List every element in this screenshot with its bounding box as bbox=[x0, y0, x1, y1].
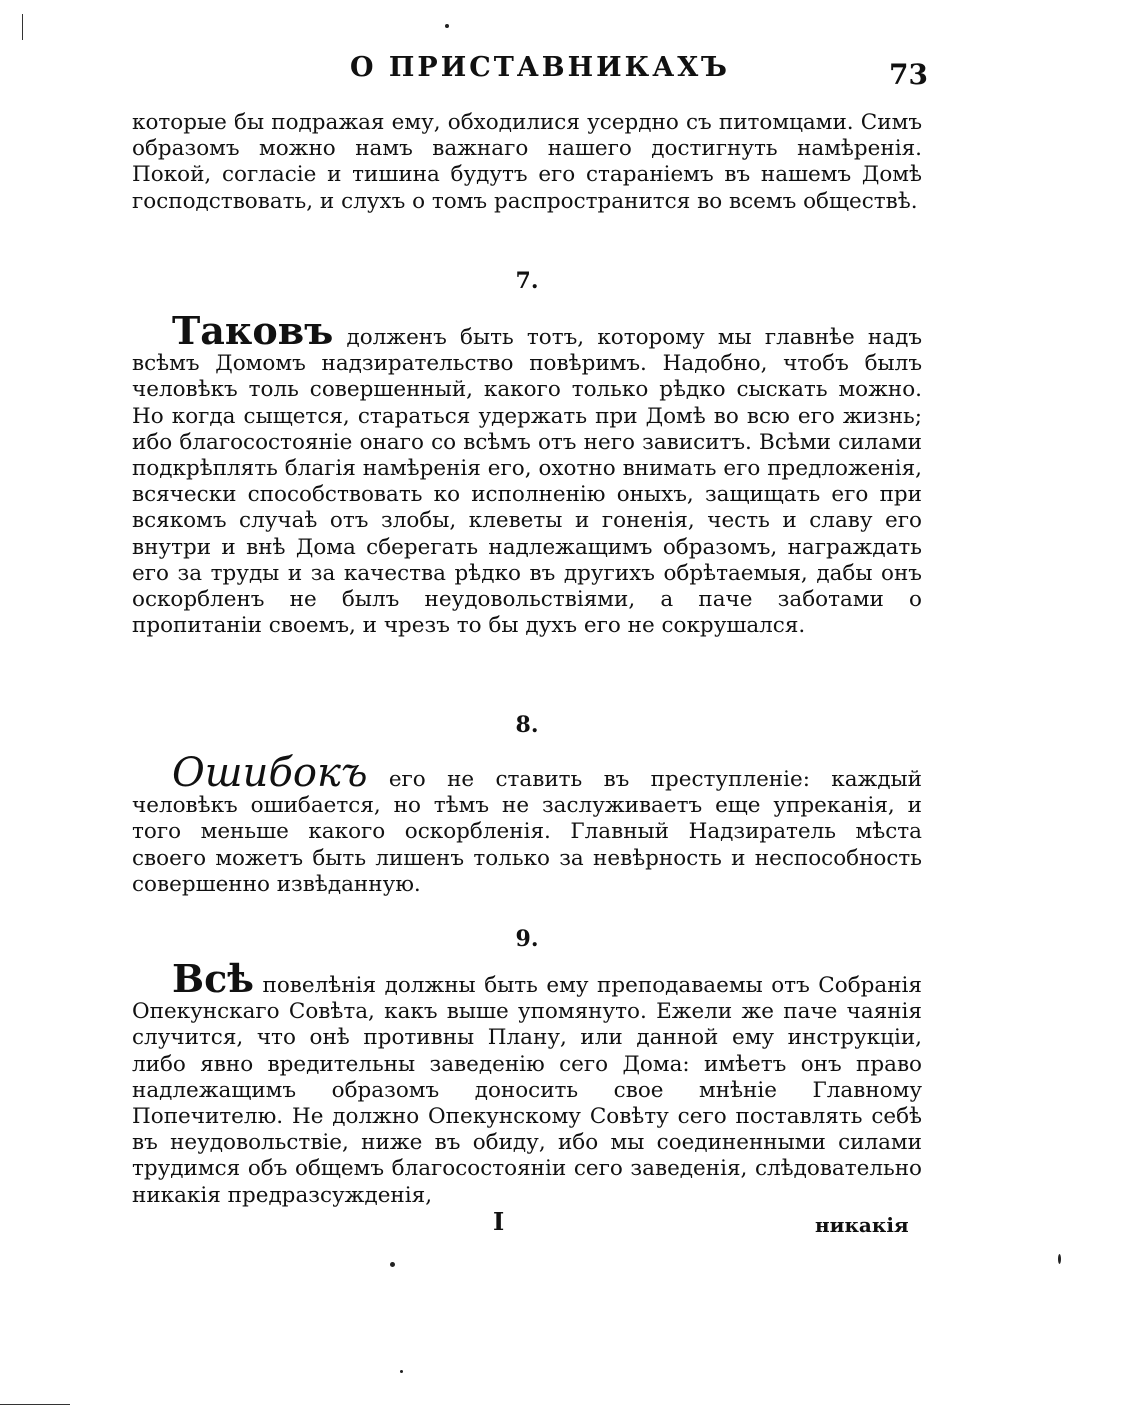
scan-speck bbox=[400, 1370, 403, 1373]
section-8-lead-word: Ошибокъ bbox=[172, 750, 368, 796]
section-9-text: повелѣнія должны быть ему преподаваемы отъ Собранія Опекунскаго Совѣта, какъ выше упомянуто. Ежели же паче чаянія случится, что онѣ противны Плану, или данной ему инструкціи, либо явно вредительны заведенію сего Дома: имѣетъ онъ право надлежащимъ образомъ доносить свое мнѣніе Главному Попечителю. Не должно Опекунскому Совѣту сего поставлять себѣ въ неудовольствіе, ниже въ обиду, ибо мы соединенными силами трудимся объ общемъ благосостояніи сего заведенія, слѣдовательно никакія предразсужденія, bbox=[132, 973, 922, 1208]
section-9-lead-word: Всѣ bbox=[172, 956, 254, 1001]
section-7-text: долженъ быть тотъ, которому мы главнѣе надъ всѣмъ Домомъ надзирательство повѣримъ. Надобно, чтобъ былъ человѣкъ толь совершенный, какого только рѣдко сыскать можно. Но когда сыщется, стараться удержать при Домѣ во всю его жизнь; ибо благосостояніе онаго со всѣмъ отъ него зависитъ. Всѣми силами подкрѣплять благія намѣренія его, охотно внимать его предложенія, всячески способствовать ко исполненію оныхъ, защищать его при всякомъ случаѣ отъ злобы, клеветы и гоненія, честь и славу его внутри и внѣ Дома сберегать надлежащимъ образомъ, награждать его за труды и за качества рѣдко въ другихъ обрѣтаемыя, дабы онъ оскорбленъ не былъ неудовольствіями, а паче заботами о пропитаніи своемъ, и чрезъ то бы духъ его не сокрушался. bbox=[132, 325, 922, 639]
running-head: О ПРИСТАВНИКАХЪ bbox=[350, 52, 730, 83]
section-7-paragraph bbox=[132, 308, 922, 639]
scan-speck bbox=[1058, 1254, 1061, 1264]
signature-mark: I bbox=[493, 1207, 505, 1236]
catchword: никакія bbox=[815, 1213, 909, 1237]
section-number-7: 7. bbox=[515, 268, 539, 294]
section-8-text: его не ставить въ преступленіе: каждый человѣкъ ошибается, но тѣмъ не заслуживаетъ еще упреканія, и того меньше какого оскорбленія. Главный Надзиратель мѣста своего можетъ быть лишенъ только за невѣрность и неспособность совершенно извѣданную. bbox=[132, 767, 922, 897]
page-number: 73 bbox=[889, 58, 928, 91]
scan-edge-mark bbox=[22, 14, 23, 40]
scan-edge-mark bbox=[0, 1404, 70, 1405]
paragraph-text: которые бы подражая ему, обходилися усердно съ питомцами. Симъ образомъ можно намъ важнаго нашего достигнуть намѣренія. Покой, согласіе и тишина будутъ его стараніемъ въ нашемъ Домѣ господствовать, и слухъ о томъ распространится во всемъ обществѣ. bbox=[132, 110, 922, 214]
continuation-paragraph bbox=[132, 110, 922, 215]
section-8-paragraph bbox=[132, 750, 922, 898]
section-number-8: 8. bbox=[515, 712, 539, 738]
section-7-lead-word: Таковъ bbox=[172, 308, 334, 353]
page-header bbox=[132, 52, 928, 92]
section-9-paragraph bbox=[132, 956, 922, 1209]
section-number-9: 9. bbox=[515, 926, 539, 952]
scan-speck bbox=[390, 1262, 395, 1267]
scan-speck bbox=[445, 24, 449, 28]
